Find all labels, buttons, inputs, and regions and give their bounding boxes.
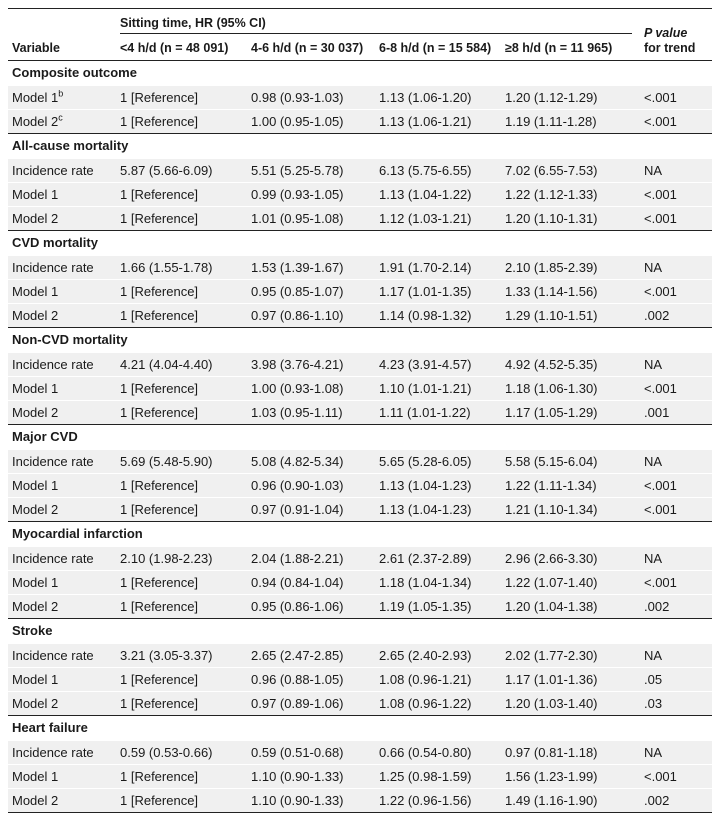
row-label-text: Model 2 <box>12 793 59 808</box>
row-label <box>12 789 58 813</box>
footnote-marker: b <box>58 88 64 99</box>
table-row <box>8 85 712 109</box>
hr-cell: 1.17 (1.01-1.35) <box>379 284 472 299</box>
table-row <box>8 109 712 133</box>
hr-cell: 1.20 (1.04-1.38) <box>505 599 598 614</box>
table-row <box>8 376 712 400</box>
p-value-cell: <.001 <box>644 381 677 396</box>
hr-cell: 1.10 (0.90-1.33) <box>251 769 344 784</box>
row-label-text: Model 2 <box>12 211 59 226</box>
column-header-6-8: 6-8 h/d (n = 15 584) <box>379 41 492 55</box>
row-label-text: Incidence rate <box>12 357 94 372</box>
hr-cell: 1.13 (1.06-1.21) <box>379 114 472 129</box>
table-row <box>8 740 712 764</box>
hr-cell: 1.66 (1.55-1.78) <box>120 260 213 275</box>
table-row <box>8 182 712 206</box>
column-header-lt4: <4 h/d (n = 48 091) <box>120 41 229 55</box>
hr-cell: 1.11 (1.01-1.22) <box>379 405 471 420</box>
p-value-cell: NA <box>644 745 663 760</box>
table-row <box>8 449 712 473</box>
p-value-cell: .002 <box>644 599 670 614</box>
section-title: Myocardial infarction <box>12 526 143 541</box>
hr-cell: 1 [Reference] <box>120 769 199 784</box>
hr-cell: 2.65 (2.40-2.93) <box>379 648 472 663</box>
p-value-cell: <.001 <box>644 90 677 105</box>
hr-cell: 1.17 (1.05-1.29) <box>505 405 598 420</box>
hr-cell: 1 [Reference] <box>120 793 199 808</box>
hr-cell: 1.29 (1.10-1.51) <box>505 308 598 323</box>
row-label-text: Model 1 <box>12 381 59 396</box>
hr-cell: 4.92 (4.52-5.35) <box>505 357 598 372</box>
row-label-text: Incidence rate <box>12 260 94 275</box>
table-row <box>8 352 712 376</box>
column-header-4-6: 4-6 h/d (n = 30 037) <box>251 41 364 55</box>
hr-cell: 1 [Reference] <box>120 478 199 493</box>
hr-cell: 1 [Reference] <box>120 405 199 420</box>
hr-cell: 2.10 (1.85-2.39) <box>505 260 598 275</box>
p-value-cell: NA <box>644 260 663 275</box>
p-value-cell: .002 <box>644 793 670 808</box>
table-row <box>8 279 712 303</box>
hr-cell: 1.14 (0.98-1.32) <box>379 308 472 323</box>
header-spanner-rule <box>120 33 632 34</box>
hr-cell: 0.59 (0.53-0.66) <box>120 745 213 760</box>
section-title: All-cause mortality <box>12 138 129 153</box>
results-table <box>8 8 712 813</box>
p-value-cell: NA <box>644 163 663 178</box>
p-value-header: P value <box>644 26 688 40</box>
hr-cell: 1 [Reference] <box>120 672 199 687</box>
row-label <box>12 353 94 377</box>
hr-cell: 1 [Reference] <box>120 114 199 129</box>
hr-cell: 0.97 (0.81-1.18) <box>505 745 598 760</box>
p-value-cell: NA <box>644 648 663 663</box>
hr-cell: 1.18 (1.04-1.34) <box>379 575 472 590</box>
hr-cell: 1.03 (0.95-1.11) <box>251 405 343 420</box>
row-label-text: Model 1 <box>12 575 59 590</box>
row-label-text: Model 2 <box>12 114 59 129</box>
hr-cell: 5.51 (5.25-5.78) <box>251 163 344 178</box>
row-label <box>12 207 58 231</box>
hr-cell: 1 [Reference] <box>120 90 199 105</box>
row-label <box>12 183 58 207</box>
p-value-cell: <.001 <box>644 114 677 129</box>
row-label-text: Incidence rate <box>12 648 94 663</box>
p-value-cell: .002 <box>644 308 670 323</box>
table-row <box>8 546 712 570</box>
hr-cell: 7.02 (6.55-7.53) <box>505 163 598 178</box>
hr-cell: 1 [Reference] <box>120 381 199 396</box>
p-value-cell: <.001 <box>644 284 677 299</box>
p-value-cell: NA <box>644 454 663 469</box>
table-row <box>8 158 712 182</box>
p-value-cell: .001 <box>644 405 670 420</box>
hr-cell: 1.22 (1.11-1.34) <box>505 478 597 493</box>
footnote-marker: c <box>58 112 63 123</box>
hr-cell: 1 [Reference] <box>120 575 199 590</box>
hr-cell: 2.04 (1.88-2.21) <box>251 551 344 566</box>
section-header <box>8 618 712 643</box>
row-label-text: Incidence rate <box>12 745 94 760</box>
p-value-cell: <.001 <box>644 769 677 784</box>
section-header <box>8 521 712 546</box>
hr-cell: 1.33 (1.14-1.56) <box>505 284 598 299</box>
row-label <box>12 304 58 328</box>
row-label <box>12 741 94 765</box>
row-label-text: Model 1 <box>12 478 59 493</box>
hr-cell: 1.20 (1.12-1.29) <box>505 90 598 105</box>
row-label <box>12 280 58 304</box>
p-value-cell: <.001 <box>644 187 677 202</box>
hr-cell: 1.01 (0.95-1.08) <box>251 211 344 226</box>
hr-cell: 0.96 (0.90-1.03) <box>251 478 344 493</box>
table-bottom-rule <box>8 812 712 813</box>
column-header-ge8: ≥8 h/d (n = 11 965) <box>505 41 613 55</box>
row-label-text: Model 1 <box>12 187 59 202</box>
row-label <box>12 765 58 789</box>
section-title: CVD mortality <box>12 235 98 250</box>
table-row <box>8 643 712 667</box>
hr-cell: 1.13 (1.06-1.20) <box>379 90 472 105</box>
hr-cell: 5.69 (5.48-5.90) <box>120 454 213 469</box>
table-row <box>8 691 712 715</box>
hr-cell: 4.23 (3.91-4.57) <box>379 357 472 372</box>
hr-cell: 1.25 (0.98-1.59) <box>379 769 472 784</box>
sitting-time-header: Sitting time, HR (95% CI) <box>120 16 266 30</box>
section-title: Stroke <box>12 623 53 638</box>
row-label <box>12 86 63 110</box>
row-label <box>12 256 94 280</box>
p-value-cell: <.001 <box>644 502 677 517</box>
hr-cell: 1.22 (1.12-1.33) <box>505 187 598 202</box>
table-row <box>8 594 712 618</box>
row-label <box>12 547 94 571</box>
p-value-cell: <.001 <box>644 211 677 226</box>
row-label-text: Model 1 <box>12 672 59 687</box>
hr-cell: 1.56 (1.23-1.99) <box>505 769 598 784</box>
p-value-cell: NA <box>644 357 663 372</box>
hr-cell: 1 [Reference] <box>120 211 199 226</box>
hr-cell: 1.91 (1.70-2.14) <box>379 260 472 275</box>
hr-cell: 0.95 (0.86-1.06) <box>251 599 344 614</box>
row-label <box>12 498 58 522</box>
row-label-text: Model 2 <box>12 599 59 614</box>
hr-cell: 2.61 (2.37-2.89) <box>379 551 472 566</box>
hr-cell: 5.08 (4.82-5.34) <box>251 454 344 469</box>
p-value-cell: .03 <box>644 696 663 711</box>
hr-cell: 5.58 (5.15-6.04) <box>505 454 598 469</box>
row-label <box>12 401 58 425</box>
hr-cell: 1.08 (0.96-1.21) <box>379 672 472 687</box>
row-label <box>12 159 94 183</box>
hr-cell: 1.22 (0.96-1.56) <box>379 793 472 808</box>
hr-cell: 1.17 (1.01-1.36) <box>505 672 598 687</box>
hr-cell: 0.98 (0.93-1.03) <box>251 90 344 105</box>
section-header <box>8 61 712 85</box>
row-label-text: Model 1 <box>12 769 59 784</box>
table-row <box>8 764 712 788</box>
section-header <box>8 230 712 255</box>
hr-cell: 0.97 (0.89-1.06) <box>251 696 344 711</box>
hr-cell: 0.95 (0.85-1.07) <box>251 284 344 299</box>
hr-cell: 1 [Reference] <box>120 308 199 323</box>
table-row <box>8 788 712 812</box>
row-label <box>12 668 58 692</box>
hr-cell: 1.19 (1.05-1.35) <box>379 599 472 614</box>
hr-cell: 2.65 (2.47-2.85) <box>251 648 344 663</box>
hr-cell: 3.98 (3.76-4.21) <box>251 357 344 372</box>
hr-cell: 1.22 (1.07-1.40) <box>505 575 598 590</box>
p-value-cell: <.001 <box>644 478 677 493</box>
section-title: Composite outcome <box>12 65 137 80</box>
p-value-header-trend: for trend <box>644 41 696 55</box>
hr-cell: 0.99 (0.93-1.05) <box>251 187 344 202</box>
table-row <box>8 206 712 230</box>
hr-cell: 1 [Reference] <box>120 187 199 202</box>
section-header <box>8 424 712 449</box>
hr-cell: 1.20 (1.10-1.31) <box>505 211 598 226</box>
row-label-text: Incidence rate <box>12 551 94 566</box>
hr-cell: 2.96 (2.66-3.30) <box>505 551 598 566</box>
row-label <box>12 377 58 401</box>
hr-cell: 0.96 (0.88-1.05) <box>251 672 344 687</box>
section-title: Non-CVD mortality <box>12 332 128 347</box>
table-row <box>8 667 712 691</box>
hr-cell: 1.21 (1.10-1.34) <box>505 502 598 517</box>
hr-cell: 1.10 (1.01-1.21) <box>379 381 472 396</box>
row-label-text: Incidence rate <box>12 163 94 178</box>
row-label-text: Model 2 <box>12 308 59 323</box>
hr-cell: 1.10 (0.90-1.33) <box>251 793 344 808</box>
table-row <box>8 303 712 327</box>
hr-cell: 1.13 (1.04-1.23) <box>379 478 472 493</box>
row-label-text: Model 2 <box>12 405 59 420</box>
table-row <box>8 570 712 594</box>
row-label-text: Incidence rate <box>12 454 94 469</box>
section-title: Major CVD <box>12 429 78 444</box>
hr-cell: 5.65 (5.28-6.05) <box>379 454 472 469</box>
hr-cell: 1.18 (1.06-1.30) <box>505 381 598 396</box>
table-row <box>8 400 712 424</box>
section-title: Heart failure <box>12 720 88 735</box>
hr-cell: 0.94 (0.84-1.04) <box>251 575 344 590</box>
row-label-text: Model 2 <box>12 696 59 711</box>
hr-cell: 0.97 (0.86-1.10) <box>251 308 344 323</box>
table-header <box>8 9 712 61</box>
section-header <box>8 133 712 158</box>
section-header <box>8 715 712 740</box>
row-label-text: Model 1 <box>12 284 59 299</box>
section-header <box>8 327 712 352</box>
hr-cell: 0.59 (0.51-0.68) <box>251 745 344 760</box>
hr-cell: 1 [Reference] <box>120 696 199 711</box>
hr-cell: 1 [Reference] <box>120 502 199 517</box>
p-value-cell: <.001 <box>644 575 677 590</box>
hr-cell: 1.08 (0.96-1.22) <box>379 696 472 711</box>
hr-cell: 1.19 (1.11-1.28) <box>505 114 597 129</box>
hr-cell: 1.13 (1.04-1.22) <box>379 187 472 202</box>
row-label-text: Model 1 <box>12 90 59 105</box>
row-label <box>12 474 58 498</box>
hr-cell: 1.12 (1.03-1.21) <box>379 211 472 226</box>
row-label-text: Model 2 <box>12 502 59 517</box>
hr-cell: 1 [Reference] <box>120 599 199 614</box>
hr-cell: 2.02 (1.77-2.30) <box>505 648 598 663</box>
row-label <box>12 692 58 716</box>
hr-cell: 3.21 (3.05-3.37) <box>120 648 213 663</box>
row-label <box>12 595 58 619</box>
table-row <box>8 497 712 521</box>
p-value-cell: NA <box>644 551 663 566</box>
hr-cell: 0.66 (0.54-0.80) <box>379 745 472 760</box>
hr-cell: 4.21 (4.04-4.40) <box>120 357 213 372</box>
table-row <box>8 473 712 497</box>
hr-cell: 2.10 (1.98-2.23) <box>120 551 213 566</box>
table-body <box>8 61 712 812</box>
row-label <box>12 110 63 134</box>
p-value-cell: .05 <box>644 672 663 687</box>
hr-cell: 1 [Reference] <box>120 284 199 299</box>
hr-cell: 1.00 (0.93-1.08) <box>251 381 344 396</box>
hr-cell: 1.13 (1.04-1.23) <box>379 502 472 517</box>
hr-cell: 5.87 (5.66-6.09) <box>120 163 213 178</box>
row-label <box>12 571 58 595</box>
hr-cell: 1.20 (1.03-1.40) <box>505 696 598 711</box>
hr-cell: 0.97 (0.91-1.04) <box>251 502 344 517</box>
hr-cell: 6.13 (5.75-6.55) <box>379 163 472 178</box>
table-row <box>8 255 712 279</box>
variable-header: Variable <box>12 41 60 55</box>
hr-cell: 1.00 (0.95-1.05) <box>251 114 344 129</box>
hr-cell: 1.53 (1.39-1.67) <box>251 260 344 275</box>
hr-cell: 1.49 (1.16-1.90) <box>505 793 598 808</box>
row-label <box>12 644 94 668</box>
row-label <box>12 450 94 474</box>
